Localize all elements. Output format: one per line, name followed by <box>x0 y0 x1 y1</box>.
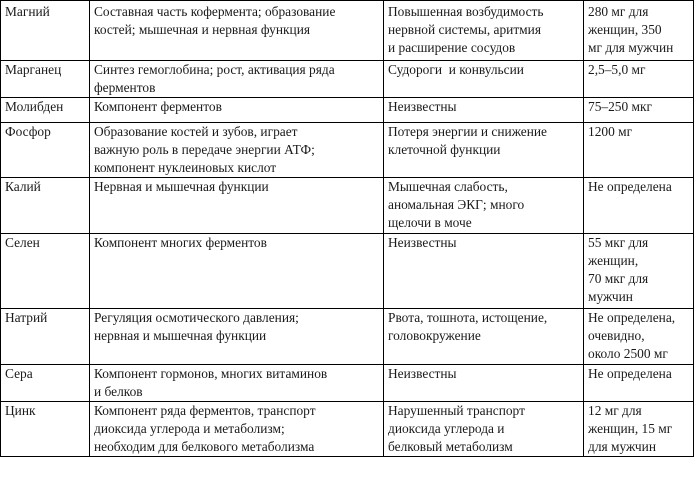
dose-line: 1200 мг <box>588 124 633 139</box>
function-cell <box>90 123 384 178</box>
deficiency-line: Неизвестны <box>388 99 457 114</box>
deficiency-line: Повышенная возбудимость <box>388 4 544 19</box>
element-name: Цинк <box>5 403 36 418</box>
function-line: важную роль в передаче энергии АТФ; <box>94 142 315 157</box>
deficiency-cell <box>384 402 584 457</box>
deficiency-cell <box>384 61 584 98</box>
deficiency-cell <box>384 234 584 309</box>
dose-line: Не определена <box>588 366 672 381</box>
deficiency-line: щелочи в моче <box>388 215 472 230</box>
function-line: и белков <box>94 384 143 399</box>
dose-cell <box>584 123 694 178</box>
dose-line: 12 мг для <box>588 403 642 418</box>
table-row <box>1 234 694 309</box>
table-row <box>1 1 694 61</box>
element-cell <box>1 61 90 98</box>
deficiency-cell <box>384 309 584 365</box>
element-cell <box>1 1 90 61</box>
function-cell <box>90 365 384 402</box>
element-name: Сера <box>5 366 33 381</box>
deficiency-cell <box>384 1 584 61</box>
dose-cell <box>584 402 694 457</box>
function-line: необходим для белкового метаболизма <box>94 439 315 454</box>
element-name: Марганец <box>5 62 62 77</box>
dose-cell <box>584 61 694 98</box>
function-cell <box>90 234 384 309</box>
table-row <box>1 402 694 457</box>
element-cell <box>1 309 90 365</box>
function-line: Компонент гормонов, многих витаминов <box>94 366 328 381</box>
dose-cell <box>584 365 694 402</box>
dose-line: около 2500 мг <box>588 346 668 361</box>
deficiency-cell <box>384 98 584 123</box>
function-line: костей; мышечная и нервная функция <box>94 22 311 37</box>
table-row <box>1 365 694 402</box>
dose-line: 75–250 мкг <box>588 99 652 114</box>
table-row <box>1 178 694 234</box>
element-cell <box>1 123 90 178</box>
deficiency-line: аномальная ЭКГ; много <box>388 197 525 212</box>
deficiency-line: Неизвестны <box>388 235 457 250</box>
element-cell <box>1 234 90 309</box>
function-line: Синтез гемоглобина; рост, активация ряда <box>94 62 335 77</box>
function-line: Регуляция осмотического давления; <box>94 310 299 325</box>
table-row <box>1 309 694 365</box>
deficiency-line: клеточной функции <box>388 142 501 157</box>
function-line: нервная и мышечная функции <box>94 328 267 343</box>
element-name: Фосфор <box>5 124 51 139</box>
deficiency-line: диоксида углерода и <box>388 421 505 436</box>
deficiency-line: Мышечная слабость, <box>388 179 508 194</box>
element-name: Натрий <box>5 310 48 325</box>
function-line: Компонент ряда ферментов, транспорт <box>94 403 316 418</box>
table-row <box>1 123 694 178</box>
element-cell <box>1 365 90 402</box>
dose-line: женщин, 350 <box>588 22 662 37</box>
dose-line: очевидно, <box>588 328 645 343</box>
element-cell <box>1 178 90 234</box>
dose-cell <box>584 309 694 365</box>
deficiency-line: головокружение <box>388 328 481 343</box>
function-cell <box>90 178 384 234</box>
dose-line: 2,5–5,0 мг <box>588 62 646 77</box>
deficiency-line: Рвота, тошнота, истощение, <box>388 310 548 325</box>
dose-line: Не определена <box>588 179 672 194</box>
dose-cell <box>584 178 694 234</box>
table-row <box>1 98 694 123</box>
element-name: Калий <box>5 179 41 194</box>
dose-line: 280 мг для <box>588 4 649 19</box>
function-line: Компонент ферментов <box>94 99 222 114</box>
deficiency-line: белковый метаболизм <box>388 439 513 454</box>
function-line: Нервная и мышечная функции <box>94 179 269 194</box>
function-line: Образование костей и зубов, играет <box>94 124 298 139</box>
deficiency-line: нервной системы, аритмия <box>388 22 541 37</box>
function-cell <box>90 98 384 123</box>
deficiency-cell <box>384 178 584 234</box>
dose-line: Не определена, <box>588 310 676 325</box>
dose-cell <box>584 234 694 309</box>
element-name: Селен <box>5 235 40 250</box>
deficiency-cell <box>384 123 584 178</box>
dose-line: женщин, <box>588 253 639 268</box>
dose-line: 70 мкг для <box>588 271 649 286</box>
deficiency-line: Потеря энергии и снижение <box>388 124 547 139</box>
function-line: компонент нуклеиновых кислот <box>94 160 277 175</box>
function-cell <box>90 402 384 457</box>
dose-cell <box>584 1 694 61</box>
dose-line: 55 мкг для <box>588 235 649 250</box>
dose-line: мг для мужчин <box>588 40 674 55</box>
deficiency-line: и расширение сосудов <box>388 40 516 55</box>
deficiency-line: Судороги и конвульсии <box>388 62 524 77</box>
function-cell <box>90 1 384 61</box>
table-row <box>1 61 694 98</box>
function-line: Составная часть кофермента; образование <box>94 4 336 19</box>
function-line: диоксида углерода и метаболизм; <box>94 421 285 436</box>
dose-line: мужчин <box>588 289 633 304</box>
deficiency-cell <box>384 365 584 402</box>
deficiency-line: Неизвестны <box>388 366 457 381</box>
function-cell <box>90 309 384 365</box>
function-cell <box>90 61 384 98</box>
function-line: Компонент многих ферментов <box>94 235 267 250</box>
deficiency-line: Нарушенный транспорт <box>388 403 525 418</box>
function-line: ферментов <box>94 80 156 95</box>
element-name: Молибден <box>5 99 64 114</box>
element-name: Магний <box>5 4 50 19</box>
element-cell <box>1 98 90 123</box>
dose-cell <box>584 98 694 123</box>
dose-line: для мужчин <box>588 439 656 454</box>
element-cell <box>1 402 90 457</box>
dose-line: женщин, 15 мг <box>588 421 673 436</box>
